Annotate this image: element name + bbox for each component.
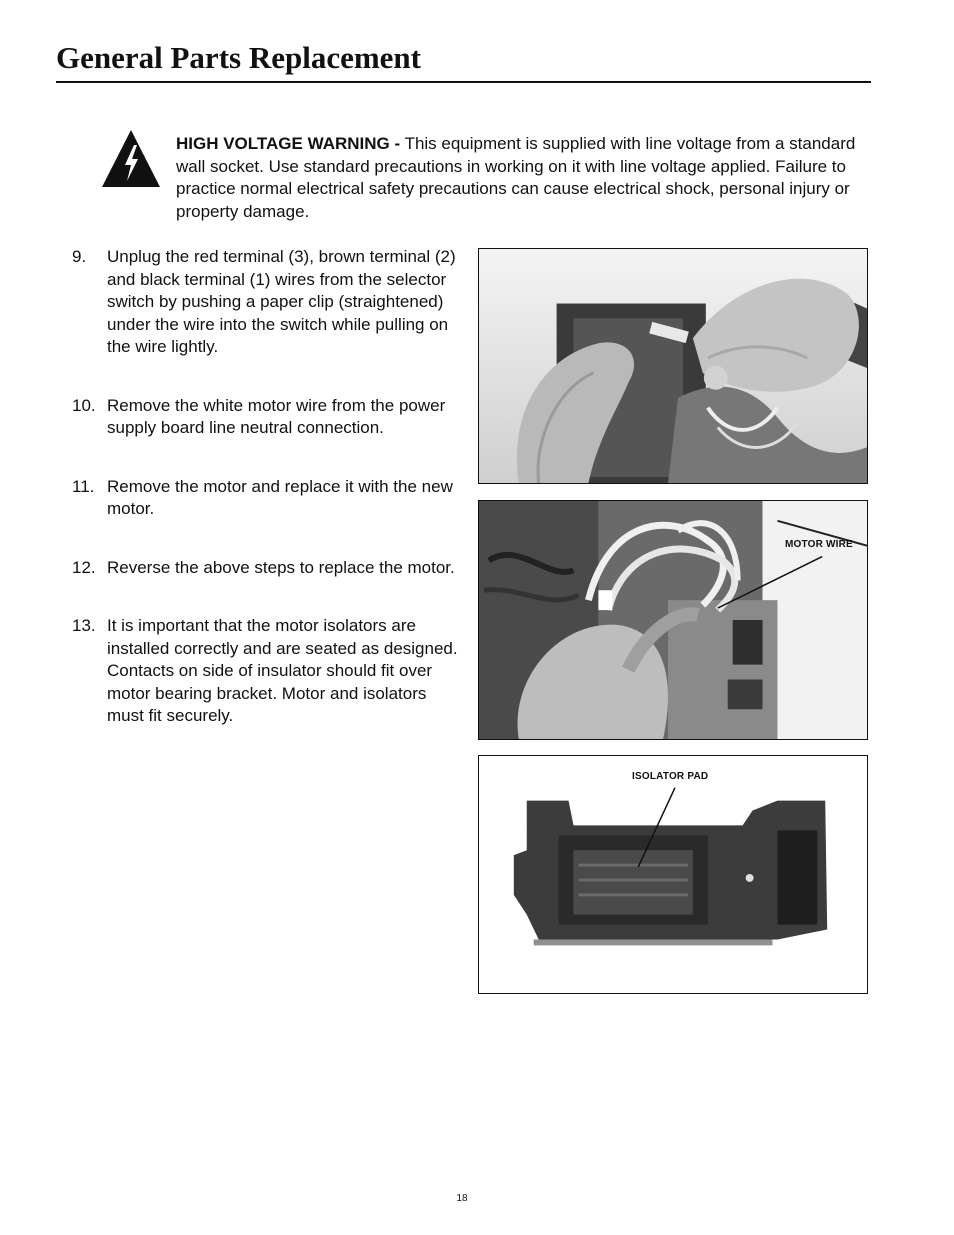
high-voltage-warning-icon	[101, 129, 161, 189]
step-number: 12.	[72, 557, 96, 577]
step-text: Remove the white motor wire from the power supply board line neutral connection.	[107, 395, 446, 437]
motor-wire-callout: MOTOR WIRE	[785, 539, 853, 550]
isolator-pad-callout: ISOLATOR PAD	[632, 771, 709, 782]
list-item	[72, 557, 467, 580]
page-number: 18	[456, 1193, 468, 1204]
title-divider	[56, 81, 871, 83]
step-number: 10.	[72, 395, 96, 415]
photo-selector-switch-wires	[478, 248, 868, 484]
list-item	[72, 476, 467, 521]
list-item	[72, 246, 467, 359]
step-text: It is important that the motor isolators are installed correctly and are seated as designed. Contacts on side of insulator should fit over motor bearing bracket. Motor and isolators must fit securely.	[107, 616, 458, 725]
photo-motor-wire	[478, 500, 868, 740]
step-text: Reverse the above steps to replace the motor.	[107, 557, 455, 577]
list-item	[72, 615, 467, 728]
step-number: 11.	[72, 476, 95, 496]
step-text: Unplug the red terminal (3), brown terminal (2) and black terminal (1) wires from the selector switch by pushing a paper clip (straightened) under the wire into the switch while pulling on the wire lightly.	[107, 247, 456, 356]
warning-message	[176, 133, 866, 223]
step-number: 9.	[72, 247, 87, 266]
photo-isolator-pad	[478, 755, 868, 994]
step-text: Remove the motor and replace it with the new motor.	[107, 476, 453, 518]
warning-body: This equipment is supplied with line voltage from a standard wall socket. Use standard precautions in working on it with line voltage applied. Failure to practice normal electrical safety precautions can cause electrical shock, personal injury or property damage.	[176, 134, 856, 221]
instruction-steps	[72, 246, 467, 728]
step-number: 13.	[72, 616, 96, 635]
warning-lead: HIGH VOLTAGE WARNING -	[176, 134, 401, 153]
list-item	[72, 395, 467, 440]
page-title: General Parts Replacement	[56, 40, 421, 75]
